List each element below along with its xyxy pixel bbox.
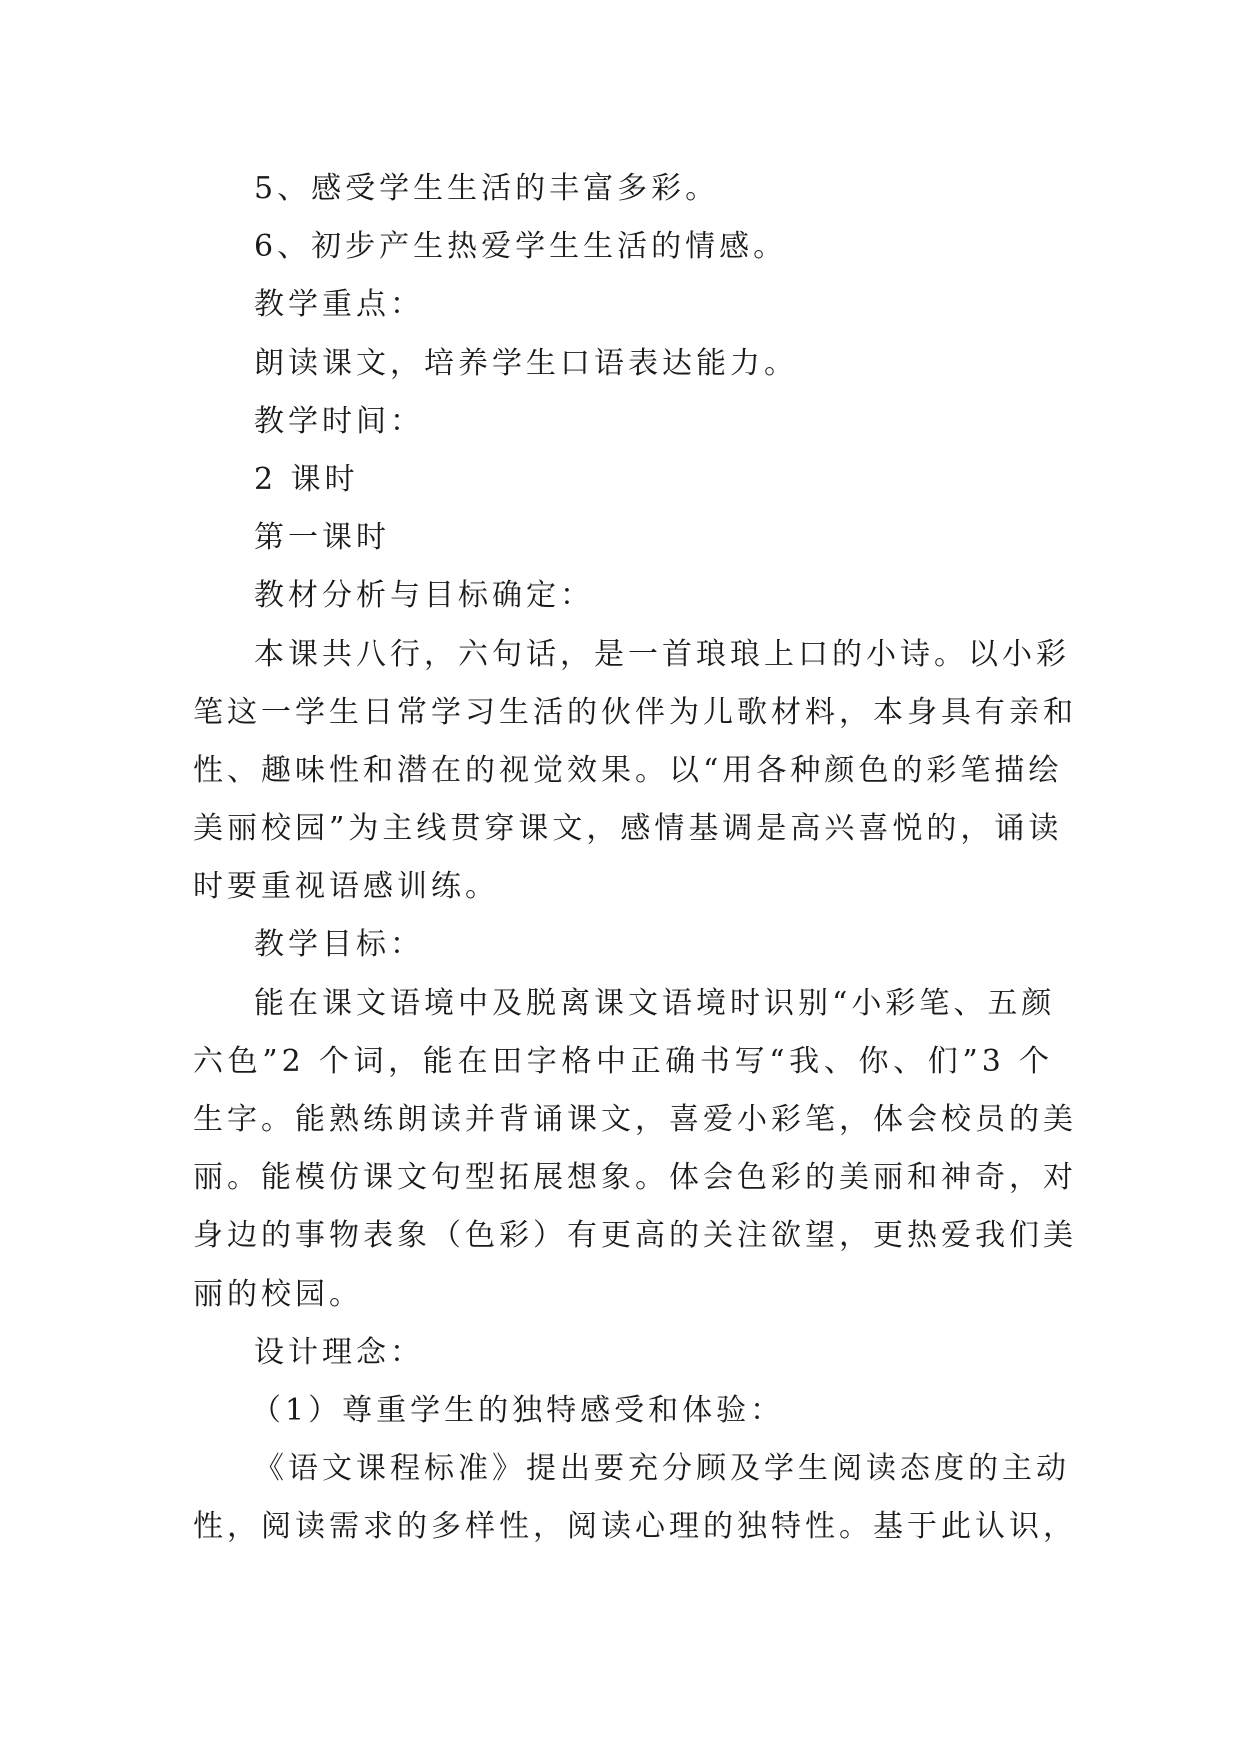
paragraph-line: 六色”2 个词，能在田字格中正确书写“我、你、们”3 个 bbox=[193, 1043, 1053, 1079]
paragraph-line: 身边的事物表象（色彩）有更高的关注欲望，更热爱我们美 bbox=[193, 1218, 1077, 1254]
text-line: 2 课时 bbox=[254, 461, 359, 497]
document-body bbox=[193, 160, 1077, 1557]
paragraph-line: 笔这一学生日常学习生活的伙伴为儿歌材料，本身具有亲和 bbox=[193, 694, 1077, 730]
paragraph-line: 能在课文语境中及脱离课文语境时识别“小彩笔、五颜 bbox=[254, 985, 1056, 1021]
section-heading: 第一课时 bbox=[254, 520, 390, 556]
paragraph-line: 性、趣味性和潜在的视觉效果。以“用各种颜色的彩笔描绘 bbox=[193, 752, 1063, 788]
paragraph-line: 性，阅读需求的多样性，阅读心理的独特性。基于此认识， bbox=[193, 1509, 1077, 1545]
section-heading: 教学目标： bbox=[254, 927, 424, 963]
paragraph-line: 时要重视语感训练。 bbox=[193, 869, 499, 905]
paragraph-line: 《语文课程标准》提出要充分顾及学生阅读态度的主动 bbox=[254, 1451, 1070, 1487]
paragraph-line: 美丽校园”为主线贯穿课文，感情基调是高兴喜悦的，诵读 bbox=[193, 811, 1063, 847]
section-heading: 教学时间： bbox=[254, 403, 424, 439]
section-heading: 教材分析与目标确定： bbox=[254, 578, 594, 614]
text-line: 6、初步产生热爱学生生活的情感。 bbox=[254, 229, 788, 265]
paragraph-line: 丽的校园。 bbox=[193, 1276, 363, 1312]
section-heading: 设计理念： bbox=[254, 1334, 424, 1370]
text-line: 朗读课文，培养学生口语表达能力。 bbox=[254, 345, 798, 381]
section-heading: 教学重点： bbox=[254, 287, 424, 323]
section-heading: （1）尊重学生的独特感受和体验： bbox=[251, 1392, 785, 1428]
paragraph-line: 丽。能模仿课文句型拓展想象。体会色彩的美丽和神奇，对 bbox=[193, 1160, 1077, 1196]
paragraph-line: 本课共八行，六句话，是一首琅琅上口的小诗。以小彩 bbox=[254, 636, 1070, 672]
paragraph-line: 生字。能熟练朗读并背诵课文，喜爱小彩笔，体会校员的美 bbox=[193, 1102, 1077, 1137]
text-line: 5、感受学生生活的丰富多彩。 bbox=[254, 171, 720, 206]
